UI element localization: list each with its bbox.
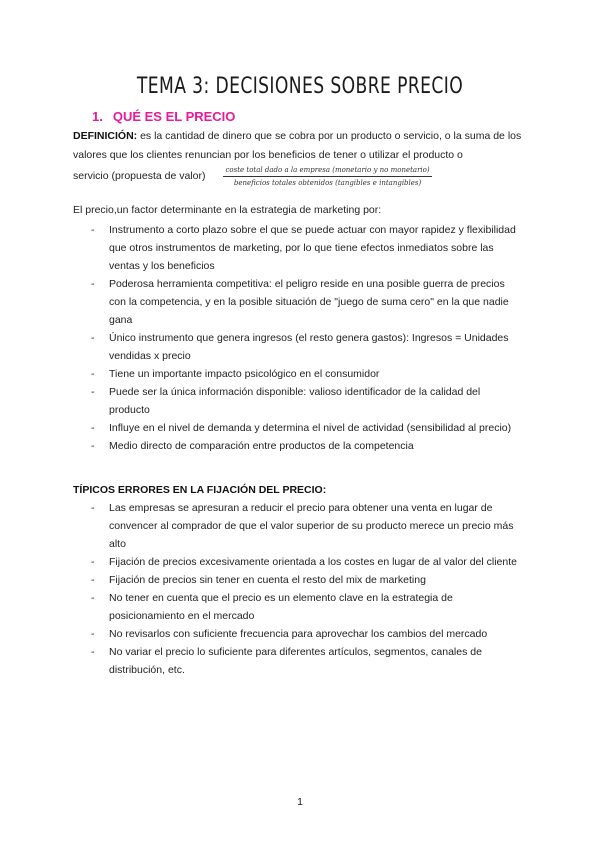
intro-text: El precio,un factor determinante en la estrategia de marketing por: [73,204,382,216]
definition-formula-line [73,165,533,188]
definition-last-line: servicio (propuesta de valor) [73,170,206,182]
list-item: - Único instrumento que genera ingresos (el resto genera gastos): Ingresos = Unidades vendidas x precio [73,329,521,365]
list-item: - Fijación de precios excesivamente orientada a los costes en lugar de al valor del cliente [73,553,521,571]
errors-heading: TÍPICOS ERRORES EN LA FIJACIÓN DEL PRECIO: [73,484,327,496]
formula-numerator: coste total dado a la empresa (monetario y no monetario) [223,165,431,177]
list-item: - Fijación de precios sin tener en cuenta el resto del mix de marketing [73,571,521,589]
page-number: 1 [297,796,303,808]
definition-text: es la cantidad de dinero que se cobra por un producto o servicio, o la suma de los valores que los clientes renuncian por los beneficios de tener o utilizar el producto o [73,130,522,161]
section-number: 1. [92,109,103,124]
list-item: - No tener en cuenta que el precio es un elemento clave en la estrategia de posicionamiento en el mercado [73,589,521,625]
list-item: - Medio directo de comparación entre productos de la competencia [73,437,521,455]
list-item: - No variar el precio lo suficiente para diferentes artículos, segmentos, canales de distribución, etc. [73,643,521,679]
list-item: - Instrumento a corto plazo sobre el que se puede actuar con mayor rapidez y flexibilidad que otros instrumentos de marketing, por lo que tiene efectos inmediatos sobre las ventas y los beneficios [73,221,521,275]
price-formula [223,165,431,188]
section-title: QUÉ ES EL PRECIO [112,109,236,124]
section-heading [92,109,235,124]
list-item: - Las empresas se apresuran a reducir el precio para obtener una venta en lugar de convencer al comprador de que el valor superior de su producto merece un precio más alto [73,499,521,553]
list-item: - Poderosa herramienta competitiva: el peligro reside en una posible guerra de precios con la competencia, y en la posible situación de "juego de suma cero" en la que nadie gana [73,275,521,329]
formula-denominator: beneficios totales obtenidos (tangibles e intangibles) [233,179,422,187]
page-title: TEMA 3: DECISIONES SOBRE PRECIO [136,74,464,99]
definition-label: DEFINICIÓN: [73,130,138,142]
errors-list [73,499,521,679]
factors-list [73,221,521,455]
list-item: - Influye en el nivel de demanda y determina el nivel de actividad (sensibilidad al precio) [73,419,521,437]
list-item: - No revisarlos con suficiente frecuencia para aprovechar los cambios del mercado [73,625,521,643]
definition-block [73,127,533,188]
list-item: - Tiene un importante impacto psicológico en el consumidor [73,365,521,383]
list-item: - Puede ser la única información disponible: valioso identificador de la calidad del producto [73,383,521,419]
